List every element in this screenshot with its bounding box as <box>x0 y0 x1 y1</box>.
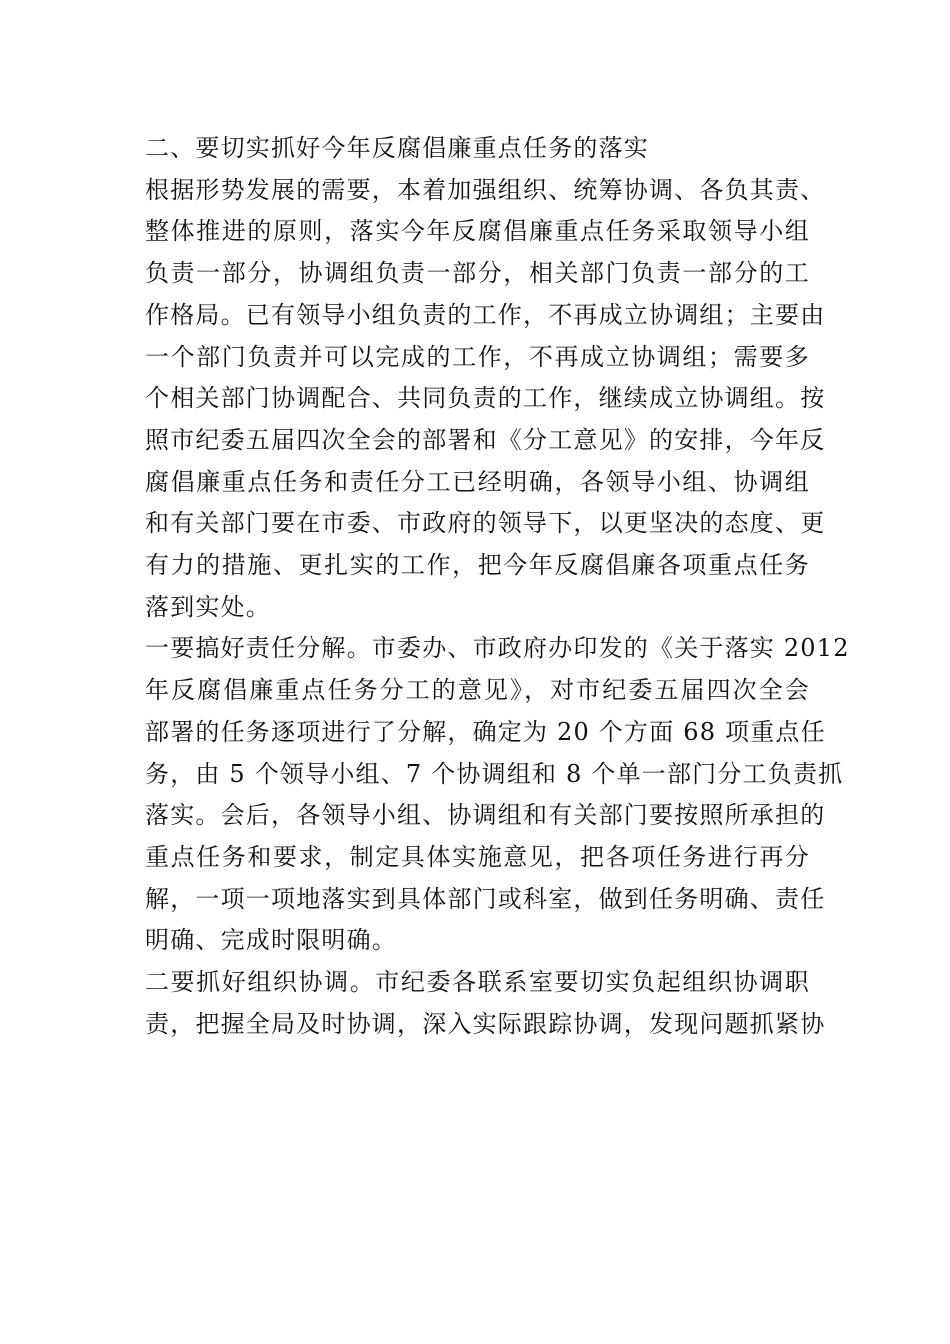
document-body <box>145 128 850 1045</box>
paragraph-line: 整体推进的原则，落实今年反腐倡廉重点任务采取领导小组 <box>145 217 810 246</box>
paragraph-line: 个相关部门协调配合、共同负责的工作，继续成立协调组。按 <box>145 384 826 413</box>
paragraph-line: 和有关部门要在市委、市政府的领导下，以更坚决的态度、更 <box>145 509 826 538</box>
paragraph-line: 作格局。已有领导小组负责的工作，不再成立协调组；主要由 <box>145 300 826 329</box>
paragraph-line: 二要抓好组织协调。市纪委各联系室要切实负起组织协调职 <box>145 968 810 997</box>
paragraph-line: 落到实处。 <box>145 592 271 621</box>
paragraph-line: 一要搞好责任分解。市委办、市政府办印发的《关于落实 2012 <box>145 634 850 663</box>
paragraph-line: 年反腐倡廉重点任务分工的意见》，对市纪委五届四次全会 <box>145 676 810 705</box>
paragraph-line: 明确、完成时限明确。 <box>145 926 397 955</box>
section-heading <box>145 128 810 170</box>
paragraph-line: 解，一项一项地落实到具体部门或科室，做到任务明确、责任 <box>145 884 826 913</box>
paragraph-line: 一个部门负责并可以完成的工作，不再成立协调组；需要多 <box>145 342 810 371</box>
paragraph-line: 部署的任务逐项进行了分解，确定为 20 个方面 68 项重点任 <box>145 717 826 746</box>
heading-line: 二、要切实抓好今年反腐倡廉重点任务的落实 <box>145 134 649 162</box>
paragraph-line: 落实。会后，各领导小组、协调组和有关部门要按照所承担的 <box>145 801 826 830</box>
paragraph-line: 照市纪委五届四次全会的部署和《分工意见》的安排，今年反 <box>145 425 826 454</box>
paragraph-line: 负责一部分，协调组负责一部分，相关部门负责一部分的工 <box>145 259 810 288</box>
paragraph-3 <box>145 962 826 1045</box>
paragraph-line: 有力的措施、更扎实的工作，把今年反腐倡廉各项重点任务 <box>145 551 810 580</box>
paragraph-2 <box>145 628 850 962</box>
paragraph-line: 腐倡廉重点任务和责任分工已经明确，各领导小组、协调组 <box>145 467 810 496</box>
paragraph-line: 根据形势发展的需要，本着加强组织、统筹协调、各负其责、 <box>145 175 826 204</box>
paragraph-line: 责，把握全局及时协调，深入实际跟踪协调，发现问题抓紧协 <box>145 1009 826 1038</box>
paragraph-line: 重点任务和要求，制定具体实施意见，把各项任务进行再分 <box>145 842 810 871</box>
paragraph-1 <box>145 170 826 629</box>
paragraph-line: 务，由 5 个领导小组、7 个协调组和 8 个单一部门分工负责抓 <box>145 759 844 788</box>
